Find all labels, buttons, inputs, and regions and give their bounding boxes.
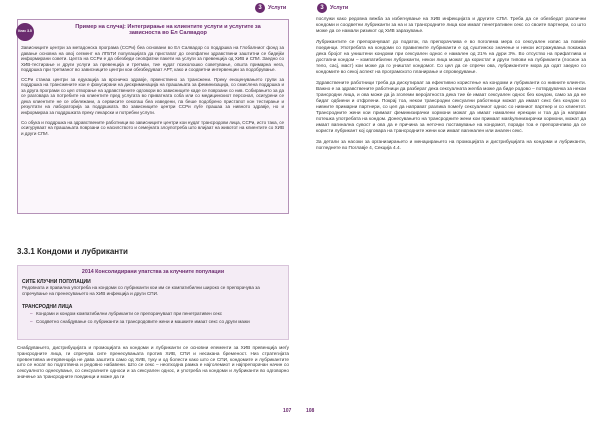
section-heading: 3.3.1 Кондоми и лубриканти <box>17 247 128 256</box>
recommendations-list <box>32 311 280 326</box>
case-paragraph: Зависниците центри за метадонска програма (ССРи) беа основани во Ел Салвадор со поддршка на Глобалниот фонд за давање основна на овој сегмент на ЛГБТИ популацијата да пристапат до сеопфатни здравствени заштитни се бидејќи информирани совети. Целта на ССРи е да обезбеди сеопфатни пакети на услуги за превенција од ХИВ и СПИ. Заедно со ХИВ-тестирање и други услуги за превенција и третман, тие нудат психолошко советување, општа примарна нега, поддршка при третманот во зависниците центри кои обезбедуваат АРТ, како и соодветни интервенции за подобрување. <box>21 45 284 73</box>
case-study-tag: Кеис 3.5 <box>16 23 34 41</box>
page-number-left: 107 <box>283 408 292 414</box>
case-study-box <box>17 19 289 214</box>
body-text-right <box>316 17 586 157</box>
recommendations-box <box>17 265 289 340</box>
body-paragraph: послужи како редовна вежба за избегнување на ХИВ инфекцијата и другите СПИ. Треба да се обезбедат различни кондоми и соодветни лубриканти за на и за трансродните лица кои имаат пенетративен секс со своите партнери, со што може да се намали ризикот од ХИВ заразување. <box>316 17 586 34</box>
case-study-title: Пример на случај: Интегрирање на клиентите услуги и услугите за зависноста во Ел Салвадор <box>75 24 261 37</box>
chapter-badge-left <box>255 3 286 13</box>
body-paragraph: Лубрикантите се препорачуваат до податок, па препорачлива е во поголема мера со сексуален изпис за повеќе поединци. Употребата на кондоми со правилните лубриканти е од суштинско значење и некои истражувања покажаа дека бројот на уништени кондоми при сексуален однос е намален од 21% на дури 3%. Во отсуство на прифатлива и достапни кондом – компатибилни лубриканти, некои лица можат да користат и други типови на лубриканти (лосион за тело, сасј, маст) кои може да го уништат кондомот. Со цел да се спречи ова, лубрикантите мора да одат заедно со кондомите во секој аспект на програмското планирање и спроведување. <box>316 39 586 75</box>
chapter-badge-right <box>317 3 348 13</box>
body-paragraph: Здравствените работници треба да дискутираат за ефективно користење на кондоми и лубриканти со нивните клиенти. Важно е за здравствените работници да разберат дека сексуалната желба може да биде родово – потврдувачка за некои трансродни лица, и ова може да ја зголеми веројатноста дека тие ќе имаат сексуален однос без кондом, само за да не бидат одбиени и отфрлени. Покрај тоа, некои трансродни сексуални работници можат да имаат секс без кондом со нивните примарни партнери, со цел да направат разлика помеѓу сексуалниот однос со нивниот партнер и со клиентот. Трансродните жени кои примаат феминизирачки хормони можат да имаат намалени ерекции и тоа да ја направи потешка употребата на кондом. Донесувањето на трансродните жени кои примаат мaskулинизирачки хормони, можат да имаат вагинална сувост и ова да е причина за неточно поставување на кондомот, поради тоа е препорачливо да се користи лубрикант кој одговара на трансродните жени кои имаат вагинален или анален секс. <box>316 80 586 134</box>
recommendations-heading-all: СИТЕ КЛУЧНИ ПОПУЛАЦИИ <box>22 279 91 285</box>
chapter-number: 3 <box>255 3 265 13</box>
case-study-body <box>21 45 284 140</box>
recommendations-title: 2014 Консолидирани упатства за клучните популации <box>81 269 225 275</box>
chapter-label: Услуги <box>268 5 287 11</box>
page-number-right: 108 <box>306 408 315 414</box>
case-paragraph: ССРи станаа центри за едукација за врсничко здравје, првенствено за трансжени. Преку еноценувањето групи за поддршка на трансжените кои е фокусирани на дискриминација на прашањата за феминизација, со смислена поддршка и за друга програми со цел отворање на здравствените одговори во зависниците каде се поврзани со нив. Собирањето за да се разговара за потребите на клиентите пред услугата во приватната соба или со медицинскиот персонал, осигурени се дека клиентите не се обележани, а сервисите секогаш беа изведени, па беше подобрено пристапот кон тестирање и резултати на лабораторија за поддршката. Во зависниците центри ССРи луѓе прашаа за нивното здравје, но и информираа за поддршката преку лекарски и потребни услуги. <box>21 76 284 116</box>
recommendations-heading-trans: ТРАНСРОДНИ ЛИЦА <box>22 304 73 310</box>
list-item: – Соодветно снабдување со лубриканти за трансродовите жени и машките имаат секс со други мажи <box>32 319 280 325</box>
chapter-number: 3 <box>317 3 327 13</box>
case-paragraph: Со обука и поддршка на здравствените работници во зависниците центри кои нудат трансродови лица, ССРи, исто така, се осигуруваат на прашањата поврзани со насилството и семејната злоупотреба што влијаат на животот на клиентите со ХИВ и други СПИ. <box>21 119 284 136</box>
body-text-left: Снабдувањето, дистрибуцијата и промоцијата на кондоми и лубриканти се основни елементи за ХИВ превенција меѓу трансродните лица, ги спречува сите пренесувањата против ХИВ, СПИ и несакана бременост. Низ стратегијата превентивна интервенција не дава заштита само од ХИВ, туку и од болести како што се СПИ, кондомите и лубрикантите што се носат во подготвена и редовно набавени. Што се секс – неопходна рамка е најголемиот и најпрепорачан начин со сексуалното однесување, со сексуалните односи и за сексуален однос, и употреба на кондоми и лубриканти во одговорно значење за трансродните поединци и може да ги <box>17 345 289 379</box>
chapter-label: Услуги <box>330 5 349 11</box>
right-page <box>300 0 600 424</box>
body-paragraph: За детали за насоки за организирањето и менаџирањето на промоцијата и дистрибуцијата на кондоми и лубриканти, погледнете во Поглавје 4, Секција 4.4. <box>316 139 586 151</box>
recommendations-text-all: Редовната и правилна употреба на кондоми со лубриканти кои им се компатибилни широко се препорачува за спречување на пренесувањето на ХИВ инфекција и други СПИ. <box>22 285 260 296</box>
list-item: – Кондоми и кондом компатибилни лубриканти се препорачуваат при пенетративен секс <box>32 311 280 317</box>
